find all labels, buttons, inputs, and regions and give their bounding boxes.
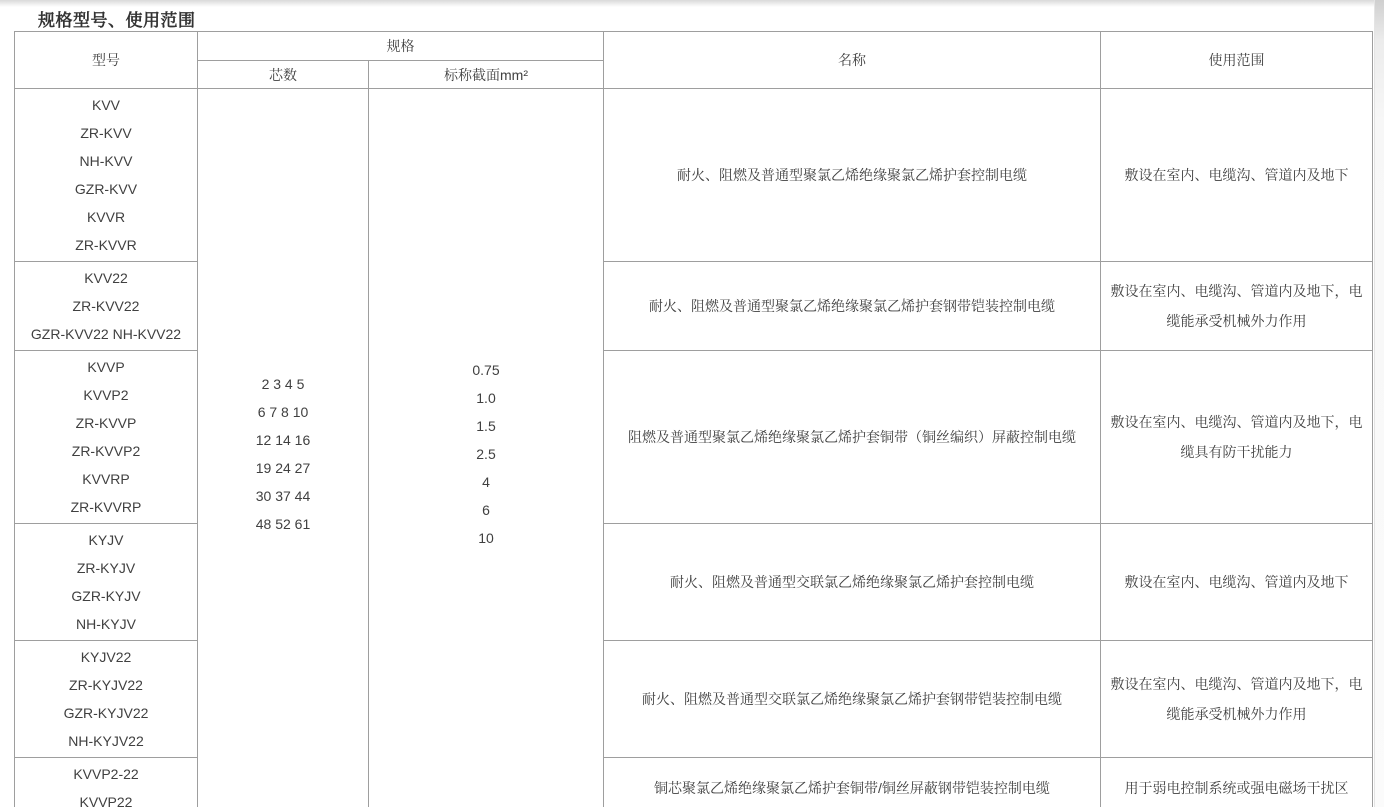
cross-section-line: 6 [482,501,490,518]
model-code: ZR-KVVR [75,237,137,253]
cross-section-line: 10 [478,529,494,546]
model-code: KVVR [86,209,126,225]
usage-cell: 敷设在室内、电缆沟、管道内及地下，电缆能承受机械外力作用 [1101,262,1373,351]
model-code: GZR-KVV22 NH-KVV22 [30,326,182,342]
model-code: GZR-KYJV22 [63,705,149,721]
model-code: KYJV22 [80,649,132,665]
model-code: NH-KYJV22 [68,733,144,749]
name-cell: 阻燃及普通型聚氯乙烯绝缘聚氯乙烯护套铜带（铜丝编织）屏蔽控制电缆 [604,351,1101,524]
name-cell: 耐火、阻燃及普通型聚氯乙烯绝缘聚氯乙烯护套控制电缆 [604,89,1101,262]
header-model: 型号 [15,32,198,89]
model-code: KVV22 [84,270,128,286]
cross-section-line: 1.5 [476,417,496,434]
model-code: ZR-KYJV [76,560,136,576]
model-code: ZR-KVVP2 [71,443,141,459]
header-cores: 芯数 [198,61,369,89]
spec-table [14,31,1373,807]
usage-cell: 敷设在室内、电缆沟、管道内及地下，电缆能承受机械外力作用 [1101,641,1373,758]
model-cell [15,641,198,758]
cross-section-line: 2.5 [476,445,496,462]
model-code: KYJV [88,532,124,548]
header-cross-section: 标称截面mm² [369,61,604,89]
table-header-row-1 [15,32,1373,61]
model-code: KVVP [87,359,125,375]
model-code: KVVP2-22 [73,766,139,782]
table-row [15,89,1373,262]
name-cell: 耐火、阻燃及普通型交联氯乙烯绝缘聚氯乙烯护套控制电缆 [604,524,1101,641]
usage-cell: 敷设在室内、电缆沟、管道内及地下，电缆具有防干扰能力 [1101,351,1373,524]
cores-line: 48 52 61 [255,515,311,532]
model-code: GZR-KVV [74,181,138,197]
model-cell [15,89,198,262]
model-code: GZR-KYJV [71,588,141,604]
model-code: ZR-KVVP [75,415,137,431]
cores-line: 19 24 27 [255,459,311,476]
model-cell [15,262,198,351]
model-code: NH-KVV [79,153,133,169]
model-code: KVVP22 [79,794,133,807]
name-cell: 耐火、阻燃及普通型交联氯乙烯绝缘聚氯乙烯护套钢带铠装控制电缆 [604,641,1101,758]
cross-section-line: 0.75 [472,361,500,378]
header-name: 名称 [604,32,1101,89]
model-code: NH-KYJV [76,616,136,632]
model-code: KVVP2 [83,387,129,403]
model-code: KVV [91,97,120,113]
top-shadow [0,0,1384,7]
name-cell: 耐火、阻燃及普通型聚氯乙烯绝缘聚氯乙烯护套钢带铠装控制电缆 [604,262,1101,351]
model-cell [15,524,198,641]
cross-section-line: 1.0 [476,389,496,406]
usage-cell: 用于弱电控制系统或强电磁场干扰区 [1101,758,1373,807]
cross-section-cell [369,89,604,807]
cores-line: 30 37 44 [255,487,311,504]
cores-line: 12 14 16 [255,431,311,448]
header-usage: 使用范围 [1101,32,1373,89]
usage-cell: 敷设在室内、电缆沟、管道内及地下 [1101,89,1373,262]
model-cell [15,351,198,524]
header-spec: 规格 [198,32,604,61]
page-title: 规格型号、使用范围 [38,11,196,30]
model-code: ZR-KVV [80,125,132,141]
model-code: ZR-KVV22 [72,298,140,314]
model-code: KVVRP [82,471,130,487]
cross-section-line: 4 [482,473,490,490]
model-code: ZR-KYJV22 [69,677,143,693]
cores-line: 2 3 4 5 [261,375,305,392]
vertical-scrollbar[interactable] [1374,0,1384,807]
model-cell [15,758,198,807]
name-cell: 铜芯聚氯乙烯绝缘聚氯乙烯护套铜带/铜丝屏蔽钢带铠装控制电缆 [604,758,1101,807]
model-code: ZR-KVVRP [70,499,142,515]
usage-cell: 敷设在室内、电缆沟、管道内及地下 [1101,524,1373,641]
cores-cell [198,89,369,807]
cores-line: 6 7 8 10 [257,403,309,420]
